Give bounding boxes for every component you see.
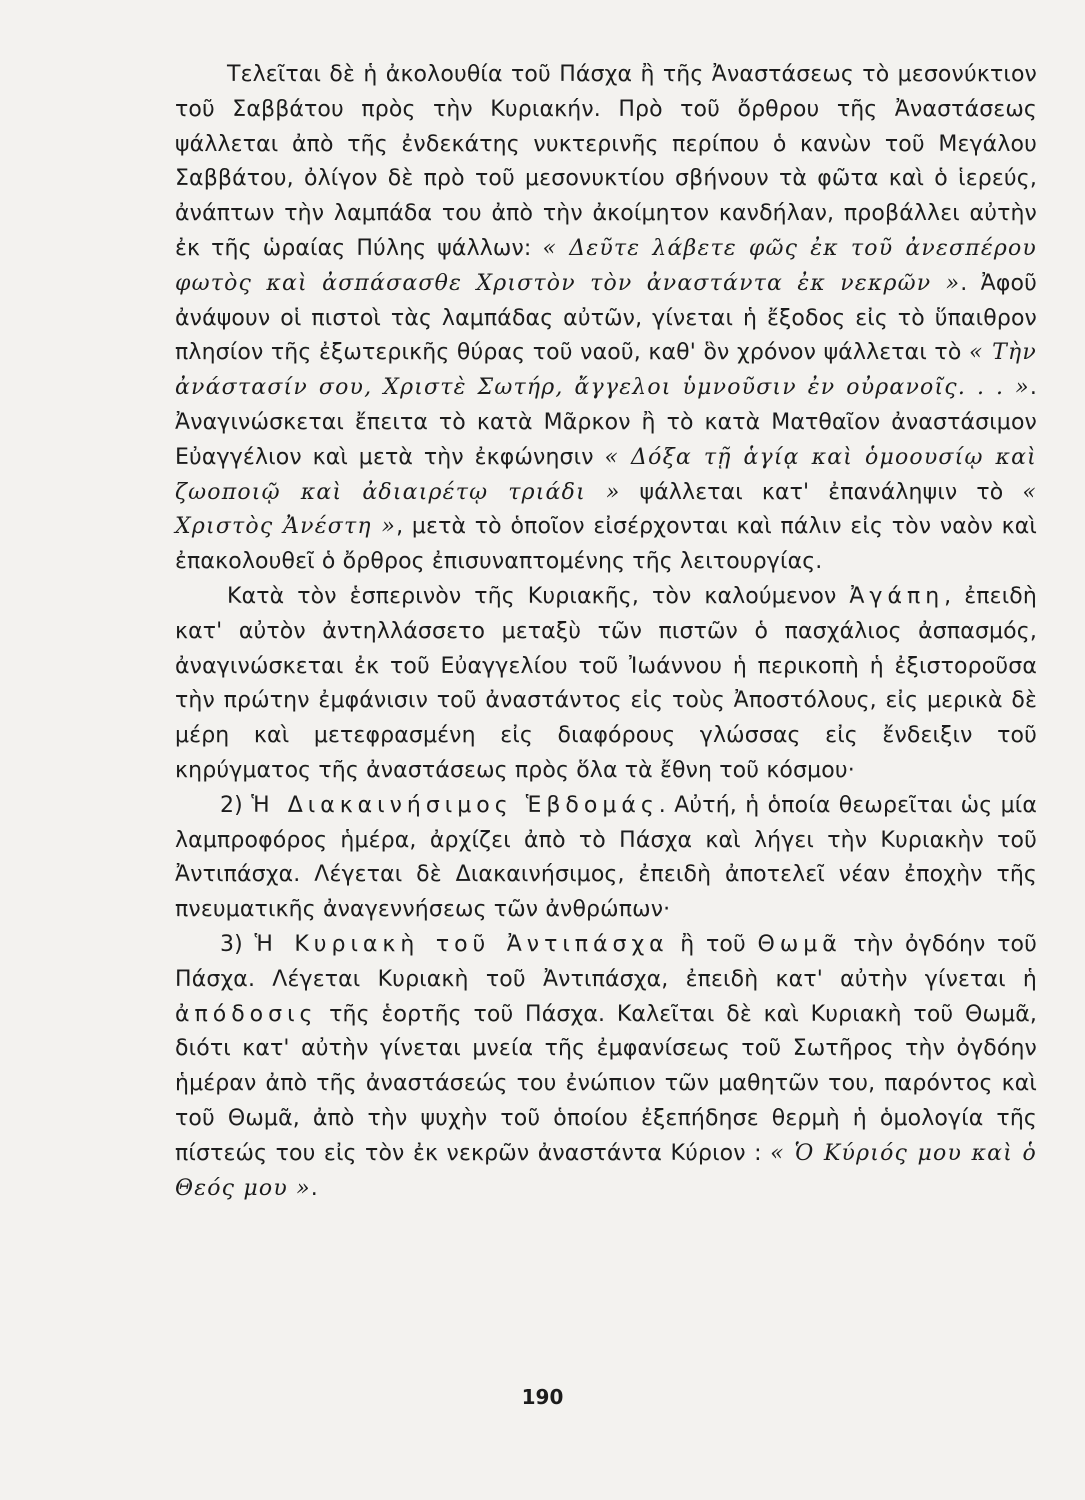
text-segment: ψάλλεται κατ' ἐπανάληψιν τὸ: [620, 479, 1023, 505]
paragraph-easter-service: [175, 58, 1037, 580]
spaced-term: Ἡ Διακαινήσιμος Ἑβδομάς: [251, 792, 659, 818]
paragraph-agape-vespers: [175, 580, 1037, 789]
text-segment: ἢ τοῦ: [668, 931, 758, 957]
text-segment: .: [310, 1175, 318, 1201]
text-segment: Τελεῖται δὲ ἡ ἀκολουθία τοῦ Πάσχα ἢ τῆς Ἀναστάσεως τὸ μεσονύκτιον τοῦ Σαββάτου πρὸς τὴν Κυριακήν. Πρὸ τοῦ ὄρθρου τῆς Ἀναστάσεως ψάλλεται ἀπὸ τῆς ἐνδεκάτης νυκτερινῆς περίπου ὁ κανὼν τοῦ Μεγάλου Σαββάτου, ὀλίγον δὲ πρὸ τοῦ μεσονυκτίου σβήνουν τὰ φῶτα καὶ ὁ ἱερεύς, ἀνάπτων τὴν λαμπάδα του ἀπὸ τὴν ἀκοίμητον κανδήλαν, προβάλλει αὐτὴν ἐκ τῆς ὡραίας Πύλης ψάλλων:: [175, 62, 1037, 261]
text-segment: τῆς ἑορτῆς τοῦ Πάσχα. Καλεῖται δὲ καὶ Κυριακὴ τοῦ Θωμᾶ, διότι κατ' αὐτὴν γίνεται μνεία τῆς ἐμφανίσεως τοῦ Σωτῆρος τὴν ὀγδόην ἡμέραν ἀπὸ τῆς ἀναστάσεώς του ἐνώπιον τῶν μαθητῶν του, παρόντος καὶ τοῦ Θωμᾶ, ἀπὸ τὴν ψυχὴν τοῦ ὁποίου ἐξεπήδησε θερμὴ ἡ ὁμολογία τῆς πίστεώς του εἰς τὸν ἐκ νεκρῶν ἀναστάντα Κύριον :: [175, 1001, 1037, 1166]
text-segment: Κατὰ τὸν ἑσπερινὸν τῆς Κυριακῆς, τὸν καλούμενον: [227, 583, 850, 609]
spaced-term: Ἀγάπη: [849, 583, 945, 609]
spaced-term: ἀπόδοσις: [175, 1001, 318, 1027]
text-segment: . Αὐτή, ἡ ὁποία θεωρεῖται ὡς μία λαμπροφόρος ἡμέρα, ἀρχίζει ἀπὸ τὸ Πάσχα καὶ λήγει τὴν Κυριακὴν τοῦ Ἀντιπάσχα. Λέγεται δὲ Διακαινήσιμος, ἐπειδὴ ἀποτελεῖ νέαν ἐποχὴν τῆς πνευματικῆς ἀναγεννήσεως τῶν ἀνθρώπων·: [175, 792, 1038, 923]
hymn-quote: « Δόξα τῇ ἁγίᾳ καὶ ὁμοουσίῳ καὶ ζωοποιῷ καὶ ἀδιαιρέτῳ τριάδι »: [175, 444, 1037, 505]
text-segment: , μετὰ τὸ ὁποῖον εἰσέρχονται καὶ πάλιν εἰς τὸν ναὸν καὶ ἐπακολουθεῖ ὁ ὄρθρος ἐπισυναπτομένης τῆς λειτουργίας.: [175, 514, 1038, 575]
hymn-quote: « Χριστὸς Ἀνέστη »: [175, 479, 1037, 540]
hymn-quote: « Ὁ Κύριός μου καὶ ὁ Θεός μου »: [175, 1140, 1037, 1201]
page-number: 190: [521, 1385, 564, 1409]
section-number: 2): [220, 792, 252, 818]
spaced-term: Ἡ Κυριακὴ τοῦ Ἀντιπάσχα: [254, 931, 669, 957]
section-number: 3): [220, 931, 255, 957]
text-segment: . Ἀφοῦ ἀνάψουν οἱ πιστοὶ τὰς λαμπάδας αὐτῶν, γίνεται ἡ ἔξοδος εἰς τὸ ὕπαιθρον πλησίον τῆς ἐξωτερικῆς θύρας τοῦ ναοῦ, καθ' ὃν χρόνον ψάλλεται τὸ: [175, 270, 1037, 366]
paragraph-thomas-sunday: [175, 928, 1037, 1206]
text-segment: , ἐπειδὴ κατ' αὐτὸν ἀντηλλάσσετο μεταξὺ τῶν πιστῶν ὁ πασχάλιος ἀσπασμός, ἀναγινώσκεται ἐκ τοῦ Εὐαγγελίου τοῦ Ἰωάννου ἡ περικοπὴ ἡ ἐξιστοροῦσα τὴν πρώτην ἐμφάνισιν τοῦ ἀναστάντος εἰς τοὺς Ἀποστόλους, εἰς μερικὰ δὲ μέρη καὶ μετεφρασμένη εἰς διαφόρους γλώσσας εἰς ἔνδειξιν τοῦ κηρύγματος τῆς ἀναστάσεως πρὸς ὅλα τὰ ἔθνη τοῦ κόσμου·: [175, 583, 1037, 783]
hymn-quote: « Τὴν ἀνάστασίν σου, Χριστὲ Σωτήρ, ἄγγελοι ὑμνοῦσιν ἐν οὐρανοῖς. . . »: [175, 340, 1037, 401]
spaced-term: Θωμᾶ: [757, 931, 842, 957]
body-text: [175, 58, 1037, 1206]
text-segment: τὴν ὀγδόην τοῦ Πάσχα. Λέγεται Κυριακὴ τοῦ Ἀντιπάσχα, ἐπειδὴ κατ' αὐτὴν γίνεται ἡ: [175, 931, 1037, 992]
text-segment: . Ἀναγινώσκεται ἔπειτα τὸ κατὰ Μᾶρκον ἢ τὸ κατὰ Ματθαῖον ἀναστάσιμον Εὐαγγέλιον καὶ μετὰ τὴν ἐκφώνησιν: [175, 375, 1037, 470]
paragraph-bright-week: [175, 789, 1037, 928]
hymn-quote: « Δεῦτε λάβετε φῶς ἐκ τοῦ ἀνεσπέρου φωτὸς καὶ ἀσπάσασθε Χριστὸν τὸν ἀναστάντα ἐκ νεκρῶν »: [175, 235, 1038, 296]
